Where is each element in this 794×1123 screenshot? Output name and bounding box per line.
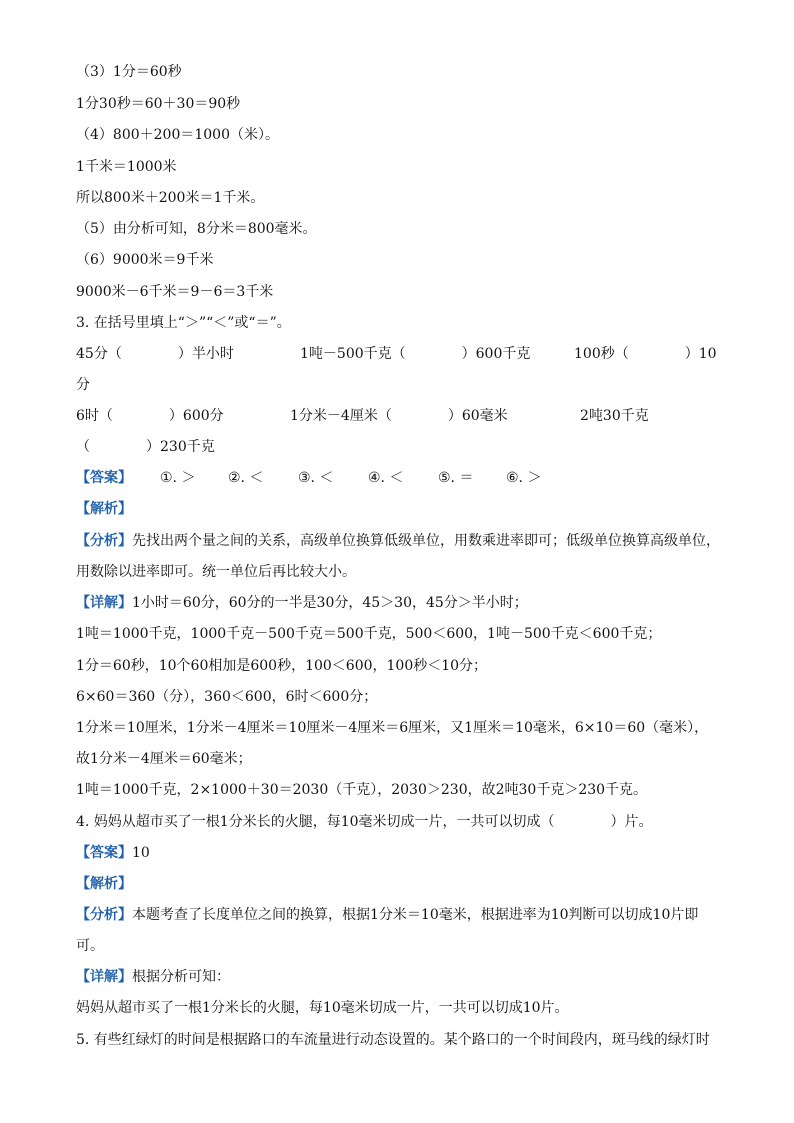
solution-line: 1分30秒＝60＋30＝90秒 (76, 96, 241, 112)
solution-line: （3）1分＝60秒 (76, 64, 182, 80)
answer-label: 【答案】 (76, 845, 132, 861)
fenxi-text: 本题考查了长度单位之间的换算，根据1分米＝10毫米，根据进率为10判断可以切成10片即 (132, 907, 699, 923)
solution-line: 1千米＝1000米 (76, 159, 177, 175)
xiangjie-text: 根据分析可知： (132, 969, 230, 985)
q3-item-2: 1吨－500千克（ ）600千克 (300, 346, 531, 362)
xiangjie-label: 【详解】 (76, 595, 132, 611)
fenxi-label: 【分析】 (76, 907, 132, 923)
analysis-label: 【解析】 (76, 876, 132, 892)
fenxi-label: 【分析】 (76, 533, 132, 549)
xiangjie-line: 妈妈从超市买了一根1分米长的火腿，每10毫米切成一片，一共可以切成10片。 (76, 1000, 569, 1016)
answer-item: ⑥. ＞ (506, 470, 542, 486)
xiangjie-line (76, 967, 230, 987)
xiangjie-line: 故1分米－4厘米＝60毫米； (76, 751, 252, 767)
xiangjie-text: 1小时＝60分，60分的一半是30分，45＞30，45分＞半小时； (132, 595, 528, 611)
question-3-title: 3. 在括号里填上“＞”“＜”或“＝”。 (76, 315, 291, 331)
fenxi-line (76, 531, 720, 551)
answer-value: 10 (132, 845, 150, 861)
answer-item: ⑤. ＝ (438, 470, 474, 486)
xiangjie-line: 1吨＝1000千克，2×1000＋30＝2030（千克），2030＞230，故2吨30千克＞230千克。 (76, 782, 648, 798)
question-5-title: 5. 有些红绿灯的时间是根据路口的车流量进行动态设置的。某个路口的一个时间段内，斑马线的绿灯时 (76, 1032, 710, 1048)
fenxi-text: 先找出两个量之间的关系，高级单位换算低级单位，用数乘进率即可；低级单位换算高级单位， (132, 533, 720, 549)
xiangjie-line: 6×60＝360（分），360＜600，6时＜600分； (76, 689, 378, 705)
xiangjie-line: 1分＝60秒，10个60相加是600秒，100＜600，100秒＜10分； (76, 658, 488, 674)
q3-item-5: 1分米－4厘米（ ）60毫米 (290, 408, 508, 424)
q3-item-3: 100秒（ ）10 (574, 346, 717, 362)
answer-item: ①. ＞ (160, 470, 196, 486)
xiangjie-line: 1分米＝10厘米，1分米－4厘米＝10厘米－4厘米＝6厘米，又1厘米＝10毫米，6×10＝60（毫米）， (76, 720, 709, 736)
q3-item-6: 2吨30千克 (580, 408, 649, 424)
answer-label: 【答案】 (76, 470, 132, 486)
solution-line: （6）9000米＝9千米 (76, 252, 214, 268)
q3-item-1: 45分（ ）半小时 (76, 346, 234, 362)
answer-item: ②. ＜ (228, 470, 264, 486)
solution-line: 9000米－6千米＝9－6＝3千米 (76, 284, 274, 300)
answer-line (76, 843, 150, 863)
solution-line: （5）由分析可知，8分米＝800毫米。 (76, 221, 317, 237)
fenxi-line: 可。 (76, 938, 104, 954)
fenxi-line (76, 905, 698, 925)
answer-item: ③. ＜ (298, 470, 334, 486)
q3-item-6-wrap: （ ）230千克 (76, 439, 215, 455)
analysis-label: 【解析】 (76, 501, 132, 517)
fenxi-line: 用数除以进率即可。统一单位后再比较大小。 (76, 564, 356, 580)
xiangjie-label: 【详解】 (76, 969, 132, 985)
solution-line: 所以800米＋200米＝1千米。 (76, 190, 265, 206)
xiangjie-line: 1吨＝1000千克，1000千克－500千克＝500千克，500＜600，1吨－500千克＜600千克； (76, 626, 662, 642)
q3-item-4: 6时（ ）600分 (76, 408, 224, 424)
answer-item: ④. ＜ (368, 470, 404, 486)
question-4-title: 4. 妈妈从超市买了一根1分米长的火腿，每10毫米切成一片，一共可以切成（ ）片。 (76, 814, 653, 830)
solution-line: （4）800＋200＝1000（米）。 (76, 127, 279, 143)
xiangjie-line (76, 593, 528, 613)
q3-item-3-wrap: 分 (76, 377, 90, 393)
